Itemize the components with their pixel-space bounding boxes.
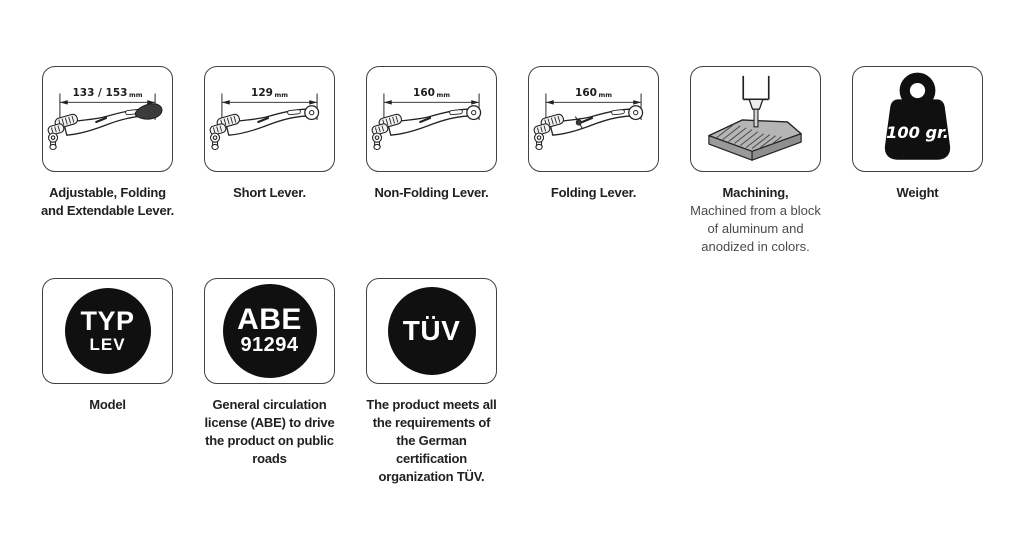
feature-card-folding-lever [528, 66, 659, 172]
badge-text-secondary: LEV [89, 335, 126, 354]
dimension-unit: mm [598, 91, 612, 99]
weight-value-label: 100 gr. [886, 123, 949, 143]
caption-line: Weight [896, 185, 939, 200]
badge-text-primary: TÜV [402, 315, 461, 346]
caption-line: Machining, [722, 185, 789, 200]
adjustable-lever-icon [43, 67, 172, 171]
feature-abe-license [204, 278, 335, 486]
feature-model [42, 278, 173, 486]
dimension-value: 133 / 153 [72, 87, 128, 99]
caption-line: anodized in colors. [701, 239, 810, 254]
dimension-label [205, 87, 334, 100]
feature-card-model [42, 278, 173, 384]
caption-line: General circulation [212, 397, 327, 412]
feature-row-1 [42, 66, 983, 256]
feature-row-2 [42, 278, 497, 486]
feature-card-non-folding-lever [366, 66, 497, 172]
caption-line: Short Lever. [233, 185, 306, 200]
feature-caption [509, 184, 679, 202]
caption-line: Machined from a block [690, 203, 821, 218]
typ-lev-badge [65, 288, 151, 374]
folding-lever-icon [529, 67, 658, 171]
abe-badge [223, 284, 317, 378]
caption-line: roads [252, 451, 287, 466]
feature-machining [690, 66, 821, 256]
caption-line: certification [395, 451, 468, 466]
weight-icon [853, 67, 982, 171]
feature-caption [185, 184, 355, 202]
short-lever-icon [205, 67, 334, 171]
caption-line: Model [89, 397, 126, 412]
feature-weight [852, 66, 983, 256]
dimension-label [43, 87, 172, 100]
feature-card-abe-license [204, 278, 335, 384]
dimension-unit: mm [274, 91, 288, 99]
caption-line: and Extendable Lever. [40, 203, 175, 218]
feature-card-tuv-certification [366, 278, 497, 384]
feature-caption [833, 184, 1003, 202]
badge-text-primary: ABE [237, 303, 302, 336]
feature-card-short-lever [204, 66, 335, 172]
feature-card-machining [690, 66, 821, 172]
feature-caption [347, 184, 517, 202]
dimension-value: 160 [413, 87, 435, 99]
feature-caption [23, 396, 193, 414]
dimension-label [367, 87, 496, 100]
caption-line: Adjustable, Folding [49, 185, 166, 200]
badge-text-primary: TYP [80, 306, 135, 336]
feature-tuv-certification [366, 278, 497, 486]
dimension-value: 129 [251, 87, 273, 99]
feature-card-weight [852, 66, 983, 172]
caption-line: The product meets all [366, 397, 497, 412]
dimension-unit: mm [436, 91, 450, 99]
caption-line: the requirements of [372, 415, 491, 430]
dimension-value: 160 [575, 87, 597, 99]
caption-line: license (ABE) to drive [204, 415, 335, 430]
dimension-unit: mm [128, 91, 143, 99]
milling-machine-icon [691, 67, 820, 171]
feature-card-adjustable-lever [42, 66, 173, 172]
dimension-label [529, 87, 658, 100]
caption-line: the German [396, 433, 467, 448]
caption-line: of aluminum and [707, 221, 804, 236]
feature-adjustable-lever [42, 66, 173, 256]
feature-caption [347, 396, 517, 486]
feature-caption [185, 396, 355, 468]
feature-short-lever [204, 66, 335, 256]
feature-non-folding-lever [366, 66, 497, 256]
non-folding-lever-icon [367, 67, 496, 171]
tuv-badge [388, 287, 476, 375]
badge-text-secondary: 91294 [240, 334, 299, 356]
feature-caption [671, 184, 841, 256]
caption-line: Non-Folding Lever. [374, 185, 489, 200]
caption-line: organization TÜV. [378, 469, 485, 484]
caption-line: Folding Lever. [550, 185, 637, 200]
feature-folding-lever [528, 66, 659, 256]
caption-line: the product on public [205, 433, 334, 448]
feature-caption [23, 184, 193, 220]
